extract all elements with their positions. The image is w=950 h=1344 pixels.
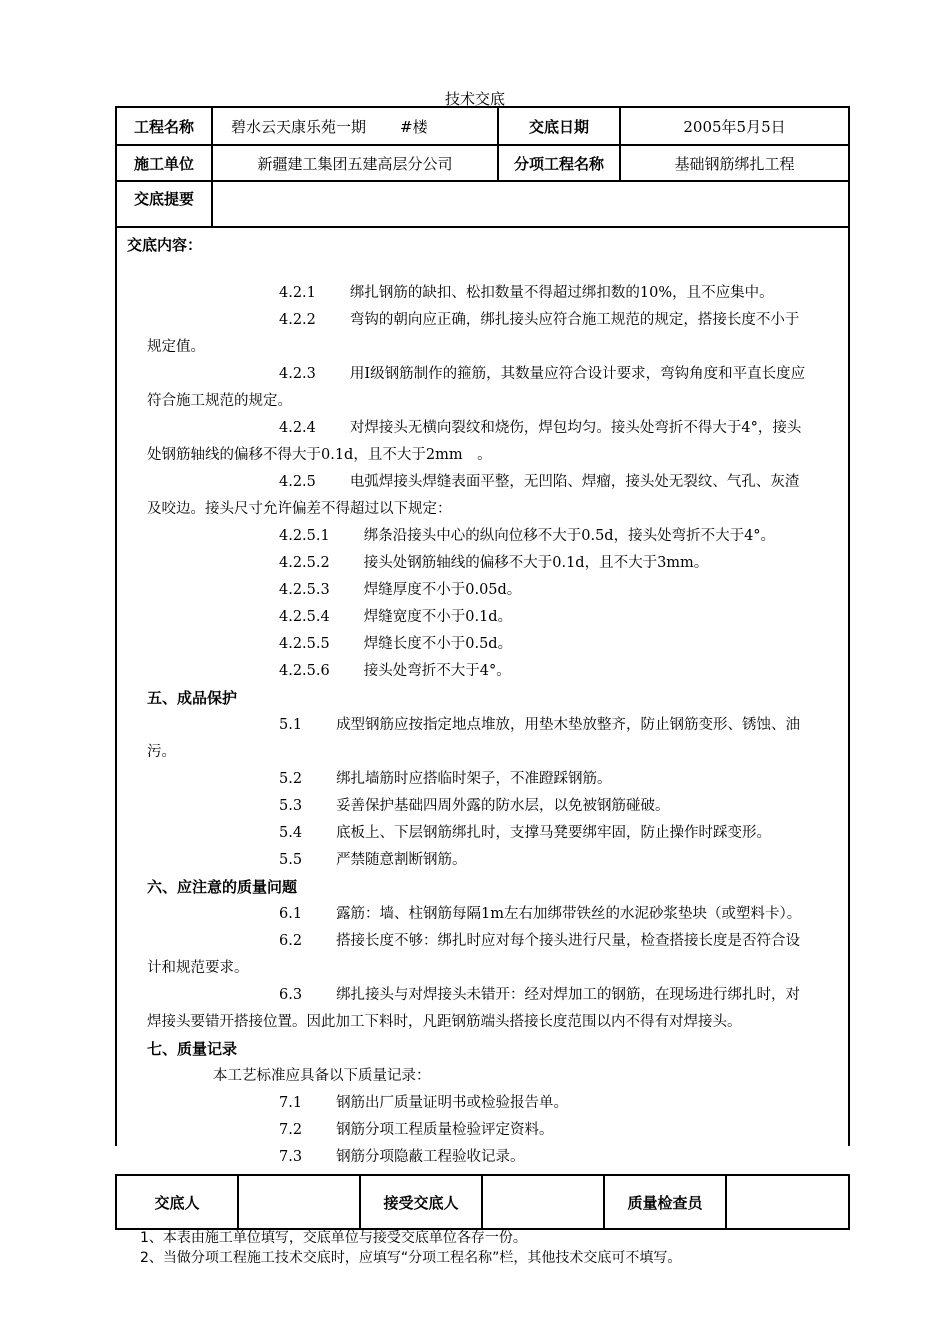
clause-number: 7.3 bbox=[279, 1149, 303, 1165]
clause-text: 接头处弯折不大于4°。 bbox=[363, 663, 511, 679]
content-paragraph bbox=[147, 307, 812, 361]
header-row-project bbox=[116, 107, 849, 145]
content-paragraph bbox=[147, 1144, 812, 1171]
signature-row bbox=[116, 1175, 849, 1229]
clause-text: 电弧焊接头焊缝表面平整，无凹陷、焊瘤，接头处无裂纹、气孔、灰渣及咬边。接头尺寸允许偏差不得超过以下规定： bbox=[147, 474, 800, 517]
discloser-label: 交底人 bbox=[116, 1175, 238, 1229]
footnotes bbox=[140, 1228, 681, 1268]
clause-number: 4.2.5.4 bbox=[279, 609, 330, 625]
sub-project-label: 分项工程名称 bbox=[498, 145, 620, 181]
summary-value bbox=[212, 181, 849, 227]
header-row-contractor bbox=[116, 145, 849, 181]
project-name: 碧水云天康乐苑一期 bbox=[231, 117, 367, 136]
content-paragraph bbox=[147, 820, 812, 847]
clause-number: 4.2.5.5 bbox=[279, 636, 330, 652]
clause-text: 绑条沿接头中心的纵向位移不大于0.5d，接头处弯折不大于4°。 bbox=[363, 528, 776, 544]
inspector-label: 质量检查员 bbox=[604, 1175, 726, 1229]
clause-text: 钢筋分项工程质量检验评定资料。 bbox=[336, 1122, 554, 1138]
receiver-field bbox=[482, 1175, 604, 1229]
footnote-1: 1、本表由施工单位填写，交底单位与接受交底单位各存一份。 bbox=[140, 1230, 527, 1246]
signature-table bbox=[115, 1174, 850, 1230]
content-paragraph bbox=[147, 631, 812, 658]
disclosure-date: 2005年5月5日 bbox=[620, 107, 849, 145]
clause-number: 4.2.1 bbox=[279, 285, 316, 301]
content-paragraph bbox=[147, 523, 812, 550]
clause-number: 6.3 bbox=[279, 987, 303, 1003]
project-name-cell bbox=[212, 107, 498, 145]
clause-text: 钢筋出厂质量证明书或检验报告单。 bbox=[336, 1095, 569, 1111]
clause-number: 5.3 bbox=[279, 798, 303, 814]
clause-text: 妥善保护基础四周外露的防水层，以免被钢筋碰破。 bbox=[336, 798, 670, 814]
clause-text: 绑扎钢筋的缺扣、松扣数量不得超过绑扣数的10%，且不应集中。 bbox=[349, 285, 774, 301]
content-paragraph bbox=[147, 550, 812, 577]
content-paragraph bbox=[147, 847, 812, 874]
content-heading: 交底内容： bbox=[127, 236, 203, 254]
content-body bbox=[147, 280, 812, 1171]
header-table bbox=[115, 106, 850, 228]
clause-text: 搭接长度不够：绑扎时应对每个接头进行尺量，检查搭接长度是否符合设计和规范要求。 bbox=[147, 933, 801, 976]
content-paragraph bbox=[147, 793, 812, 820]
inspector-field bbox=[726, 1175, 849, 1229]
content-paragraph bbox=[147, 1117, 812, 1144]
date-label: 交底日期 bbox=[498, 107, 620, 145]
content-paragraph bbox=[147, 901, 812, 928]
project-name-label: 工程名称 bbox=[116, 107, 212, 145]
clause-text: 弯钩的朝向应正确，绑扎接头应符合施工规范的规定，搭接长度不小于规定值。 bbox=[147, 312, 800, 355]
clause-text: 焊缝厚度不小于0.05d。 bbox=[363, 582, 522, 598]
clause-text: 严禁随意割断钢筋。 bbox=[336, 852, 467, 868]
clause-number: 4.2.4 bbox=[279, 420, 316, 436]
clause-number: 6.2 bbox=[279, 933, 303, 949]
clause-text: 对焊接头无横向裂纹和烧伤，焊包均匀。接头处弯折不得大于4°，接头处钢筋轴线的偏移不得大于0.1d，且不大于2mm 。 bbox=[147, 420, 802, 463]
clause-number: 6.1 bbox=[279, 906, 303, 922]
clause-text: 焊缝长度不小于0.5d。 bbox=[363, 636, 513, 652]
clause-number: 4.2.5.1 bbox=[279, 528, 330, 544]
summary-label: 交底提要 bbox=[116, 181, 212, 227]
content-paragraph bbox=[147, 361, 812, 415]
content-section bbox=[115, 224, 850, 1165]
clause-number: 4.2.3 bbox=[279, 366, 316, 382]
receiver-label: 接受交底人 bbox=[360, 1175, 482, 1229]
section-heading: 七、质量记录 bbox=[147, 1040, 238, 1058]
content-paragraph bbox=[147, 766, 812, 793]
contractor-name: 新疆建工集团五建高层分公司 bbox=[212, 145, 498, 181]
clause-number: 5.1 bbox=[279, 717, 303, 733]
clause-number: 7.2 bbox=[279, 1122, 303, 1138]
content-paragraph bbox=[147, 469, 812, 523]
content-paragraph bbox=[147, 1063, 812, 1090]
discloser-field bbox=[238, 1175, 360, 1229]
clause-number: 7.1 bbox=[279, 1095, 303, 1111]
content-paragraph bbox=[147, 982, 812, 1036]
clause-number: 5.5 bbox=[279, 852, 303, 868]
clause-text: 底板上、下层钢筋绑扎时，支撑马凳要绑牢固，防止操作时踩变形。 bbox=[336, 825, 772, 841]
clause-number: 4.2.5.2 bbox=[279, 555, 330, 571]
clause-number: 4.2.5.6 bbox=[279, 663, 330, 679]
document-title: 技术交底 bbox=[444, 90, 505, 108]
clause-text: 焊缝宽度不小于0.1d。 bbox=[363, 609, 513, 625]
clause-text: 接头处钢筋轴线的偏移不大于0.1d，且不大于3mm。 bbox=[363, 555, 709, 571]
content-paragraph bbox=[147, 1090, 812, 1117]
clause-number: 4.2.2 bbox=[279, 312, 316, 328]
clause-text: 用Ⅰ级钢筋制作的箍筋，其数量应符合设计要求，弯钩角度和平直长度应符合施工规范的规定。 bbox=[147, 366, 806, 409]
content-paragraph bbox=[147, 928, 812, 982]
clause-number: 5.4 bbox=[279, 825, 303, 841]
section-heading: 六、应注意的质量问题 bbox=[147, 878, 298, 896]
content-paragraph bbox=[147, 280, 812, 307]
clause-text: 本工艺标准应具备以下质量记录： bbox=[213, 1068, 431, 1084]
contractor-label: 施工单位 bbox=[116, 145, 212, 181]
clause-text: 绑扎墙筋时应搭临时架子，不准蹬踩钢筋。 bbox=[336, 771, 612, 787]
header-row-summary bbox=[116, 181, 849, 227]
content-paragraph bbox=[147, 604, 812, 631]
clause-text: 成型钢筋应按指定地点堆放，用垫木垫放整齐，防止钢筋变形、锈蚀、油污。 bbox=[147, 717, 801, 760]
clause-text: 钢筋分项隐蔽工程验收记录。 bbox=[336, 1149, 525, 1165]
section-heading: 五、成品保护 bbox=[147, 689, 238, 707]
clause-text: 露筋：墙、柱钢筋每隔1m左右加绑带铁丝的水泥砂浆垫块（或塑料卡）。 bbox=[336, 906, 802, 922]
content-paragraph bbox=[147, 658, 812, 685]
project-building-suffix: #楼 bbox=[400, 117, 428, 136]
footnote-2: 2、当做分项工程施工技术交底时，应填写“分项工程名称”栏，其他技术交底可不填写。 bbox=[140, 1250, 682, 1266]
sub-project-name: 基础钢筋绑扎工程 bbox=[620, 145, 849, 181]
content-paragraph bbox=[147, 577, 812, 604]
clause-number: 4.2.5 bbox=[279, 474, 316, 490]
clause-text: 绑扎接头与对焊接头未错开：经对焊加工的钢筋，在现场进行绑扎时，对焊接头要错开搭接位置。因此加工下料时，凡距钢筋端头搭接长度范围以内不得有对焊接头。 bbox=[147, 987, 801, 1030]
clause-number: 4.2.5.3 bbox=[279, 582, 330, 598]
clause-number: 5.2 bbox=[279, 771, 303, 787]
content-paragraph bbox=[147, 712, 812, 766]
content-paragraph bbox=[147, 415, 812, 469]
